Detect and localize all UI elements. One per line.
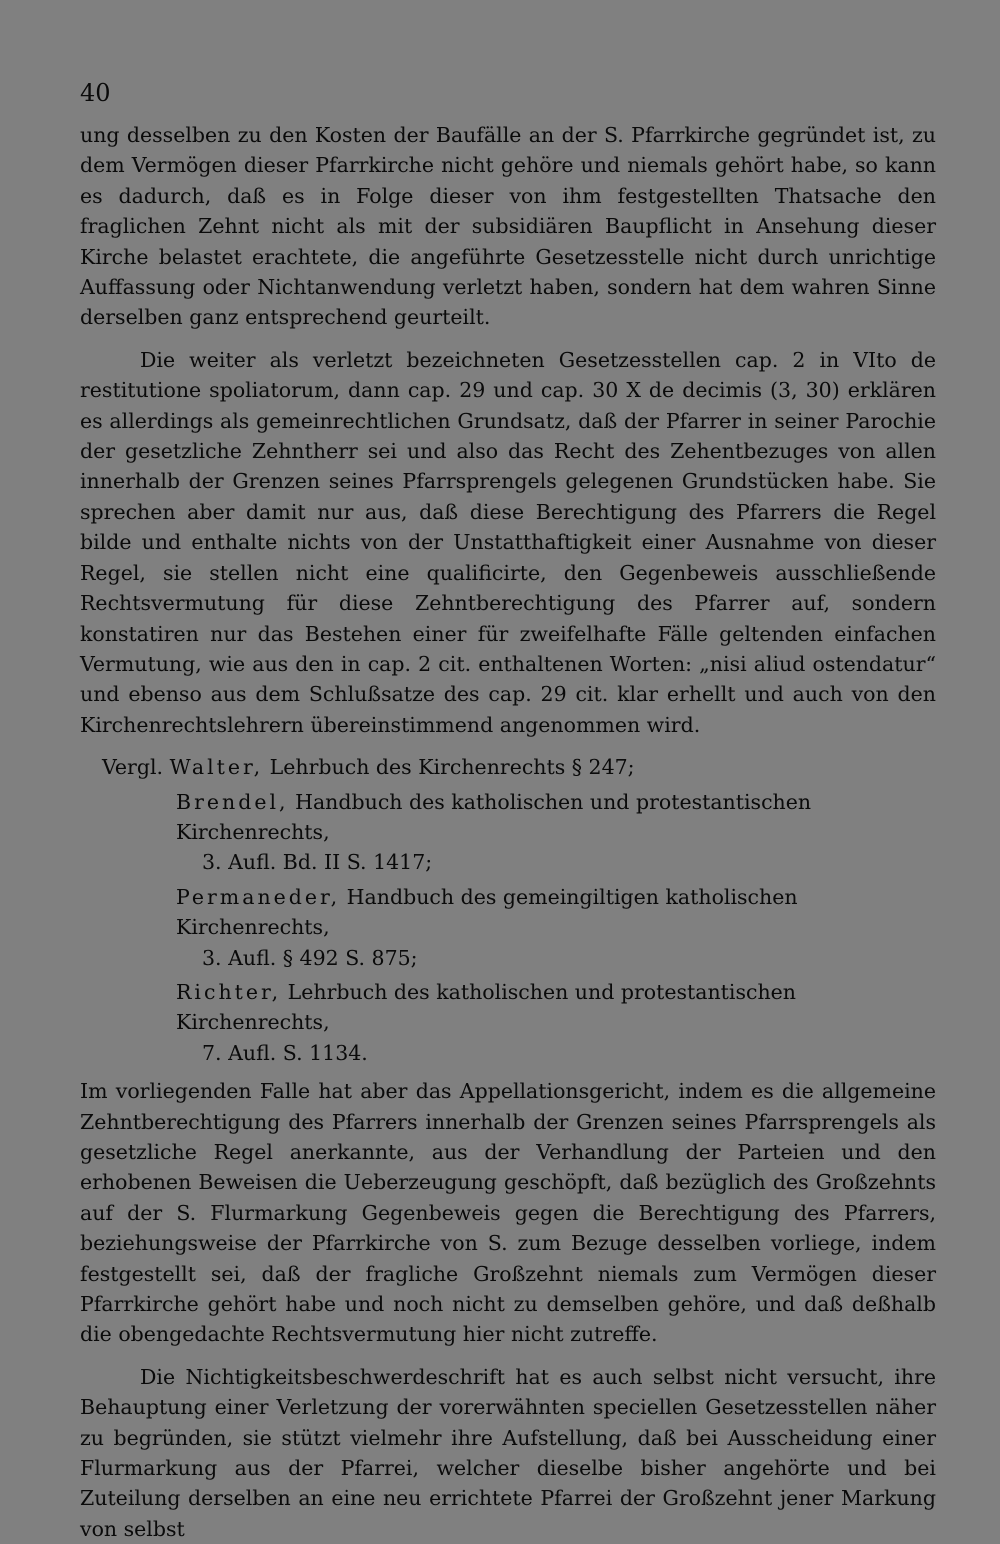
reference-list	[80, 752, 936, 1068]
reference-author: Richter,	[176, 979, 282, 1004]
paragraph-4: Die Nichtigkeitsbeschwerdeschrift hat es auch selbst nicht versucht, ihre Behauptung einer Verletzung der vorerwähnten speciellen Gesetzesstellen näher zu begründen, sie stützt vielmehr ihre Aufstellung, daß bei Ausscheidung einer Flurmarkung aus der Pfarrei, welcher dieselbe bisher angehörte und bei Zuteilung derselben an eine neu errichtete Pfarrei der Großzehnt jener Markung von selbst	[80, 1364, 936, 1541]
reference-edition: 3. Aufl. § 492 S. 875;	[202, 945, 418, 970]
paragraph-2: Die weiter als verletzt bezeichneten Gesetzesstellen cap. 2 in VIto de restitutione spoliatorum, dann cap. 29 und cap. 30 X de decimis (3, 30) erklären es allerdings als gemeinrechtlichen Grundsatz, daß der Pfarrer in seiner Parochie der gesetzliche Zehntherr sei und also das Recht des Zehentbezuges von allen innerhalb der Grenzen seines Pfarrsprengels gelegenen Grundstücken habe. Sie sprechen aber damit nur aus, daß diese Berechtigung des Pfarrers die Regel bilde und enthalte nichts von der Unstatthaftigkeit einer Ausnahme von dieser Regel, sie stellen nicht eine qualificirte, den Gegenbeweis ausschließende Rechtsvermutung für diese Zehntberechtigung des Pfarrer auf, sondern konstatiren nur das Bestehen einer für zweifelhafte Fälle geltenden einfachen Vermutung, wie aus den in cap. 2 cit. enthaltenen Worten: „nisi aliud ostendatur“ und ebenso aus dem Schlußsatze des cap. 29 cit. klar erhellt und auch von den Kirchenrechtslehrern übereinstimmend angenommen wird.	[80, 347, 936, 737]
reference-item-walter	[80, 752, 936, 782]
page-number: 40	[80, 79, 111, 107]
reference-edition: 3. Aufl. Bd. II S. 1417;	[202, 850, 433, 875]
paragraph-1: ung desselben zu den Kosten der Baufälle an der S. Pfarrkirche gegründet ist, zu dem Vermögen dieser Pfarrkirche nicht gehöre und niemals gehört habe, so kann es dadurch, daß es in Folge dieser von ihm festgestellten Thatsache den fraglichen Zehnt nicht als mit der subsidiären Baupflicht in Ansehung dieser Kirche belastet erachtete, die angeführte Gesetzesstelle nicht durch unrichtige Auffassung oder Nichtanwendung verletzt haben, sondern hat dem wahren Sinne derselben ganz entsprechend geurteilt.	[80, 123, 936, 330]
reference-title: Handbuch des gemeingiltigen katholischen Kirchenrechts,	[176, 884, 798, 940]
reference-item-permaneder	[176, 882, 936, 973]
reference-title: Lehrbuch des katholischen und protestantischen Kirchenrechts,	[176, 979, 796, 1035]
reference-author: Walter,	[169, 755, 264, 780]
reference-author: Brendel,	[176, 789, 289, 814]
reference-title: Lehrbuch des Kirchenrechts § 247;	[269, 755, 635, 780]
reference-item-richter	[176, 977, 936, 1068]
reference-author: Permaneder,	[176, 884, 341, 909]
reference-title: Handbuch des katholischen und protestantischen Kirchenrechts,	[176, 789, 812, 844]
reference-intro: Vergl.	[102, 755, 164, 780]
reference-item-brendel	[176, 787, 936, 878]
paragraph-3: Im vorliegenden Falle hat aber das Appellationsgericht, indem es die allgemeine Zehntberechtigung des Pfarrers innerhalb der Grenzen seines Pfarrsprengels als gesetzliche Regel anerkannte, aus der Verhandlung der Parteien und den erhobenen Beweisen die Ueberzeugung geschöpft, daß bezüglich des Großzehnts auf der S. Flurmarkung Gegenbeweis gegen die Berechtigung des Pfarrers, beziehungsweise der Pfarrkirche von S. zum Bezuge desselben vorliege, indem festgestellt sei, daß der fragliche Großzehnt niemals zum Vermögen dieser Pfarrkirche gehört habe und noch nicht zu demselben gehöre, und daß deßhalb die obengedachte Rechtsvermutung hier nicht zutreffe.	[80, 1079, 936, 1347]
reference-edition: 7. Aufl. S. 1134.	[202, 1040, 368, 1065]
